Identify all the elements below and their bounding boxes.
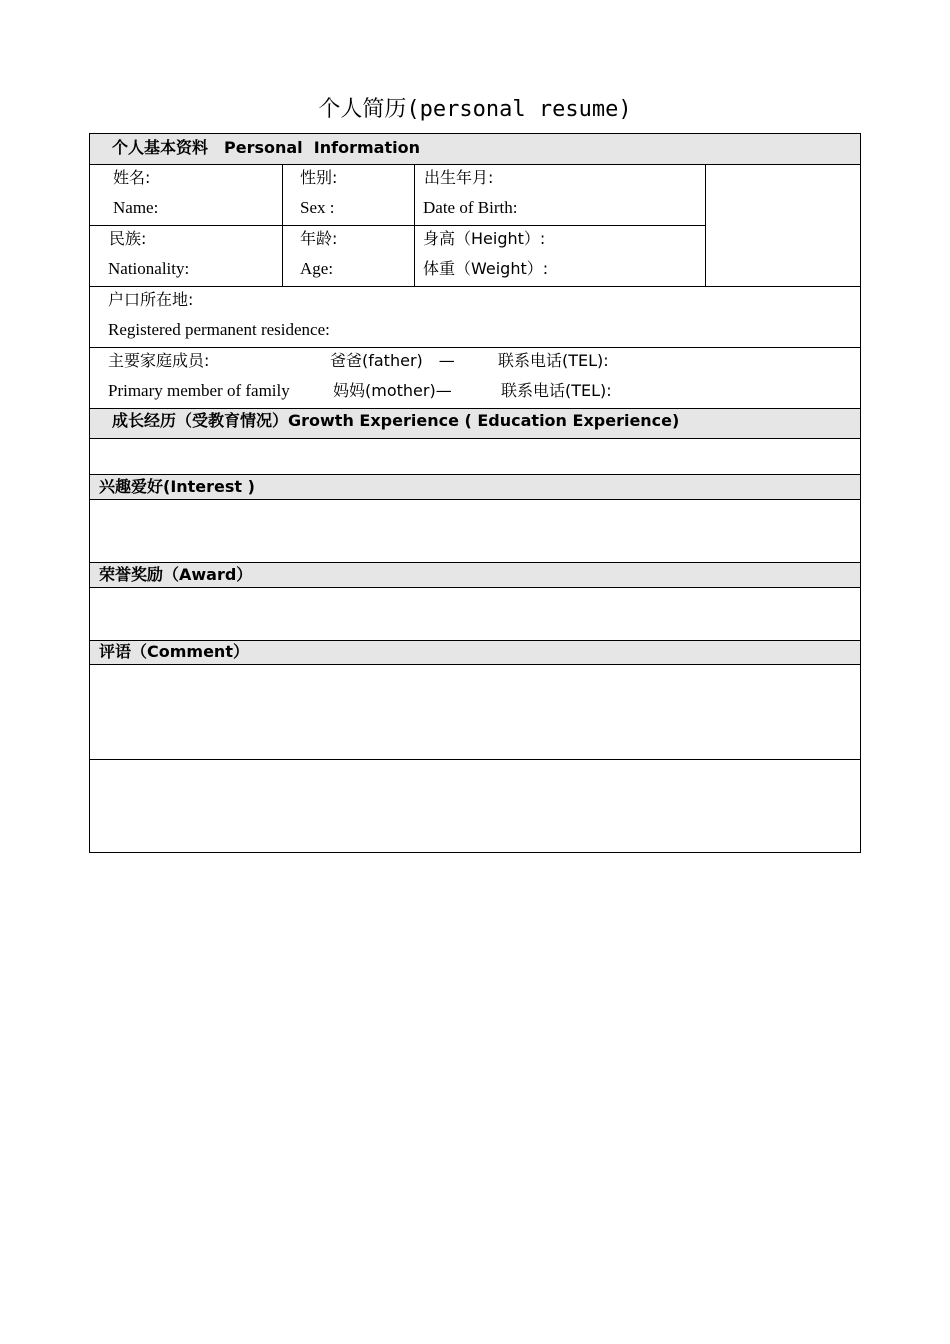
- father-tel-label: 联系电话(TEL):: [498, 351, 609, 370]
- award-content[interactable]: [90, 588, 860, 640]
- rule: [90, 474, 860, 475]
- family-label-en: Primary member of family: [108, 381, 290, 400]
- photo-cell[interactable]: [706, 165, 860, 286]
- family-label-cn: 主要家庭成员:: [108, 351, 210, 370]
- resume-table: [89, 133, 861, 853]
- growth-content[interactable]: [90, 439, 860, 474]
- father-label: 爸爸(father) —: [330, 351, 455, 370]
- age-label-en: Age:: [300, 259, 334, 278]
- personal-info-heading: 个人基本资料 Personal Information: [112, 138, 420, 157]
- rule: [90, 640, 860, 641]
- rule: [90, 347, 860, 348]
- weight-label: 体重（Weight）:: [423, 259, 549, 278]
- sex-label-en: Sex :: [300, 198, 335, 217]
- rule: [90, 562, 860, 563]
- nationality-label-cn: 民族:: [109, 229, 147, 248]
- sex-label-cn: 性别:: [300, 168, 338, 187]
- comment-content[interactable]: [90, 665, 860, 759]
- award-heading: 荣誉奖励（Award）: [99, 565, 253, 584]
- interest-content[interactable]: [90, 500, 860, 562]
- dob-label-en: Date of Birth:: [423, 198, 518, 217]
- mother-label: 妈妈(mother)—: [333, 381, 452, 400]
- page-title: 个人简历(personal resume): [318, 97, 632, 122]
- comment-heading: 评语（Comment）: [99, 642, 249, 661]
- rule: [90, 225, 705, 226]
- rule: [282, 164, 283, 286]
- name-label-en: Name:: [113, 198, 159, 217]
- mother-tel-label: 联系电话(TEL):: [501, 381, 612, 400]
- interest-heading: 兴趣爱好(Interest ): [99, 477, 255, 496]
- age-label-cn: 年龄:: [300, 229, 338, 248]
- name-label-cn: 姓名:: [113, 168, 151, 187]
- residence-label-en: Registered permanent residence:: [108, 320, 330, 339]
- height-label: 身高（Height）:: [423, 229, 546, 248]
- rule: [414, 164, 415, 286]
- growth-heading: 成长经历（受教育情况）Growth Experience ( Education Experience): [112, 411, 680, 430]
- rule: [90, 408, 860, 409]
- extra-content[interactable]: [90, 760, 860, 852]
- residence-label-cn: 户口所在地:: [108, 290, 194, 309]
- dob-label-cn: 出生年月:: [424, 168, 494, 187]
- rule: [90, 286, 860, 287]
- nationality-label-en: Nationality:: [108, 259, 190, 278]
